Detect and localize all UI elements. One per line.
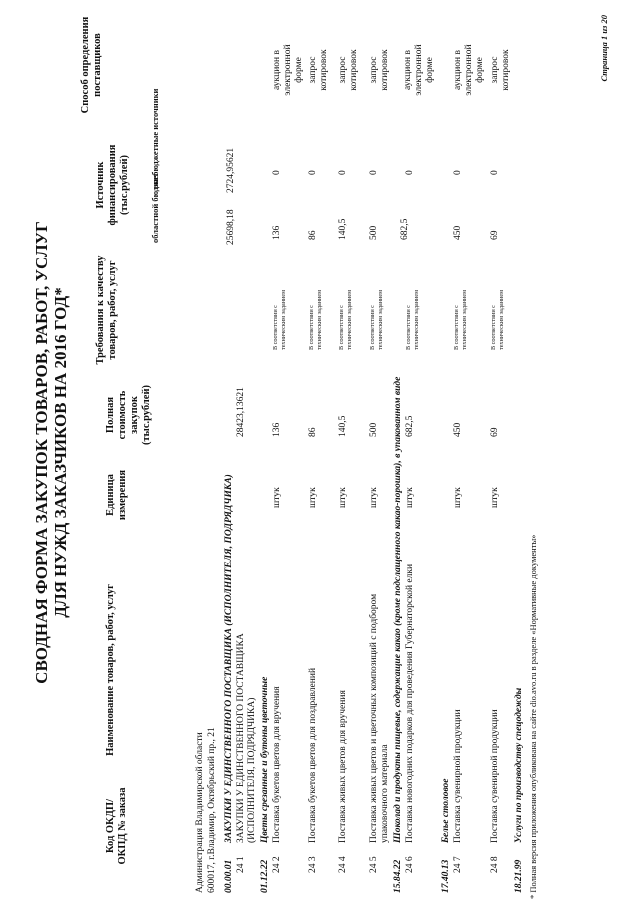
section-title: ЗАКУПКИ У ЕДИНСТВЕННОГО ПОСТАВЩИКА (ИСПОЛНИТЕЛЯ, ПОДРЯДЧИКА) [224, 474, 234, 843]
row-funding-regional: 136 [272, 225, 282, 240]
section-funding-extra: 2724,95621 [226, 147, 236, 193]
row-name: Поставка живых цветов и цветочных композиций с подбором упаковочного материала [369, 593, 390, 843]
header-unit: Единица измерения [105, 469, 128, 521]
row-unit: штук [453, 487, 463, 508]
row-total-cost: 69 [490, 427, 500, 437]
row-funding-regional: 69 [490, 230, 500, 240]
row-requirement-1: В соответствии с [369, 305, 376, 350]
group-code: 15.84.22 [393, 859, 403, 893]
row-name: Поставка сувенирной продукции [490, 709, 500, 843]
footnote: * Полная версия приложения опубликована на сайте dio.avo.ru в разделе «Нормативные документы» [528, 534, 538, 899]
row-method-3: форме [294, 57, 304, 83]
header-name: Наименование товаров, работ, услуг [105, 584, 116, 756]
row-requirement-2: техническим заданием [413, 290, 420, 350]
row-funding-extra: 0 [308, 170, 318, 175]
document-title-line-2: ДЛЯ НУЖД ЗАКАЗЧИКОВ НА 2016 ГОД* [51, 287, 70, 618]
group-title: Шоколад и продукты пищевые, содержащие какао (кроме подслащенного какао-порошка), в упакованном виде [393, 376, 403, 843]
row-funding-extra: 0 [405, 170, 415, 175]
group-code: 01.12.22 [260, 859, 270, 893]
row-name: Поставка сувенирной продукции [453, 709, 463, 843]
row-number: 24 4 [338, 856, 348, 873]
row-number: 24 2 [272, 856, 282, 873]
group-title: Услуги по производству спецодежды [514, 687, 524, 843]
group-title: Белье столовое [441, 778, 451, 843]
row-requirement-2: техническим заданием [316, 290, 323, 350]
row-number: 24 8 [490, 856, 500, 873]
section-row-name-1: ЗАКУПКИ У ЕДИНСТВЕННОГО ПОСТАВЩИКА [236, 633, 246, 843]
row-unit: штук [369, 487, 379, 508]
row-unit: штук [272, 487, 282, 508]
row-requirement-1: В соответствии с [338, 305, 345, 350]
header-funding-extra: внебюджетные источники [150, 88, 160, 189]
row-method-1: запрос [369, 56, 379, 84]
row-requirement-1: В соответствии с [308, 305, 315, 350]
row-funding-extra: 0 [338, 170, 348, 175]
row-unit: штук [338, 487, 348, 508]
row-requirement-2: техническим заданием [498, 290, 505, 350]
row-number: 24 7 [453, 856, 463, 873]
row-funding-extra: 0 [369, 170, 379, 175]
section-row-number: 24 1 [236, 856, 246, 873]
header-method: Способ определения поставщиков [80, 16, 103, 114]
customer-address: 600017, г.Владимир, Октябрьский пр., 21 [207, 727, 217, 893]
row-method-1: аукцион в [403, 50, 413, 90]
row-requirement-2: техническим заданием [346, 290, 353, 350]
row-method-2: котировок [380, 49, 390, 91]
row-name: Поставка букетов цветов для вручения [272, 686, 282, 843]
row-funding-regional: 500 [369, 225, 379, 240]
row-funding-extra: 0 [453, 170, 463, 175]
row-method-1: аукцион в [272, 50, 282, 90]
row-method-2: электронной [283, 44, 293, 96]
row-name: Поставка живых цветов для вручения [338, 690, 348, 843]
section-code: 00.00.01 [224, 859, 234, 893]
row-method-1: запрос [308, 56, 318, 84]
section-funding-regional: 25698,18 [226, 209, 236, 245]
row-method-1: запрос [490, 56, 500, 84]
row-unit: штук [405, 487, 415, 508]
row-requirement-1: В соответствии с [405, 305, 412, 350]
row-total-cost: 682,5 [405, 415, 415, 437]
row-name: Поставка новогодних подарков для проведения Губернаторской елки [405, 563, 415, 843]
row-name: Поставка букетов цветов для поздравлений [308, 667, 318, 843]
row-method-2: котировок [501, 49, 511, 91]
group-code: 18.21.99 [514, 859, 524, 893]
header-total-cost: Полная стоимость закупок (тыс.рублей) [105, 384, 152, 446]
row-method-1: запрос [338, 56, 348, 84]
row-requirement-2: техническим заданием [461, 290, 468, 350]
row-requirement-1: В соответствии с [490, 305, 497, 350]
customer-name: Администрация Владимирской области [195, 732, 205, 893]
group-title: Цветы срезанные и бутоны цветочные [260, 676, 270, 843]
row-number: 24 6 [405, 856, 415, 873]
section-total-cost: 28423,13621 [236, 387, 246, 437]
row-funding-regional: 682,5 [400, 218, 410, 240]
row-method-1: аукцион в [453, 50, 463, 90]
header-funding-source: Источник финансирования (тыс.рублей) [95, 144, 130, 226]
row-method-3: форме [425, 57, 435, 83]
row-total-cost: 140,5 [338, 415, 348, 437]
group-code: 17.40.13 [441, 859, 451, 893]
row-method-2: электронной [414, 44, 424, 96]
section-row-name-2: (ИСПОЛНИТЕЛЯ, ПОДРЯДЧИКА) [247, 697, 257, 843]
row-funding-regional: 86 [308, 230, 318, 240]
row-total-cost: 86 [308, 427, 318, 437]
row-requirement-1: В соответствии с [453, 305, 460, 350]
row-unit: штук [308, 487, 318, 508]
row-total-cost: 500 [369, 422, 379, 437]
header-code: Код ОКДП/ ОКПД № заказа [105, 787, 128, 865]
header-requirements: Требования к качеству товаров, работ, услуг [95, 255, 118, 365]
row-method-2: котировок [349, 49, 359, 91]
row-total-cost: 450 [453, 422, 463, 437]
document-title-line-1: СВОДНАЯ ФОРМА ЗАКУПОК ТОВАРОВ, РАБОТ, УСЛУГ [32, 221, 51, 684]
row-requirement-1: В соответствии с [272, 305, 279, 350]
row-requirement-2: техническим заданием [280, 290, 287, 350]
header-funding-regional: областной бюджет [150, 173, 160, 243]
page-indicator: Страница 1 из 20 [599, 15, 609, 82]
row-total-cost: 136 [272, 422, 282, 437]
row-funding-regional: 450 [453, 225, 463, 240]
row-number: 24 5 [369, 856, 379, 873]
row-funding-regional: 140,5 [338, 218, 348, 240]
row-number: 24 3 [308, 856, 318, 873]
row-unit: штук [490, 487, 500, 508]
row-method-2: электронной [464, 44, 474, 96]
row-funding-extra: 0 [272, 170, 282, 175]
row-method-2: котировок [319, 49, 329, 91]
row-funding-extra: 0 [490, 170, 500, 175]
row-method-3: форме [475, 57, 485, 83]
row-requirement-2: техническим заданием [377, 290, 384, 350]
